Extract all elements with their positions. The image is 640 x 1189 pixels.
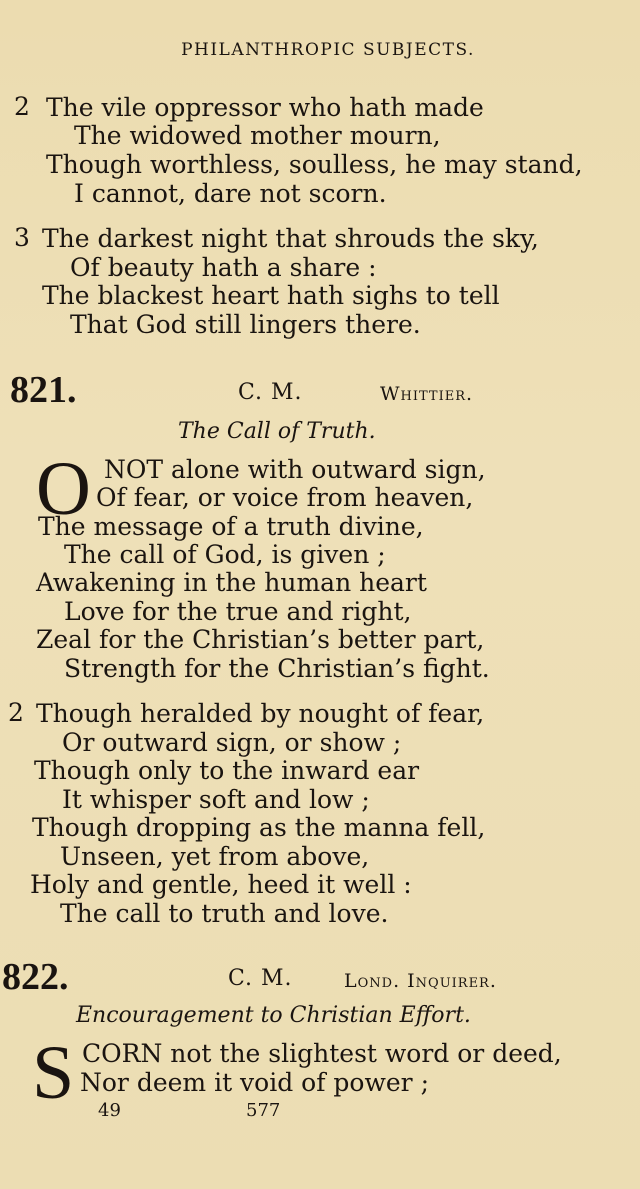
verse-number: 2: [14, 92, 30, 121]
hymn-author: Whittier.: [380, 383, 474, 405]
hymn-meter: C. M.: [238, 380, 303, 405]
verse-line: The blackest heart hath sighs to tell: [42, 281, 500, 310]
verse-line: Unseen, yet from above,: [60, 842, 370, 871]
verse-line: The darkest night that shrouds the sky,: [42, 224, 539, 253]
signature-mark: 49: [98, 1100, 121, 1121]
running-head: PHILANTHROPIC SUBJECTS.: [181, 40, 475, 60]
verse-line: Holy and gentle, heed it well :: [30, 870, 412, 899]
hymn-meter: C. M.: [228, 966, 293, 991]
drop-cap: O: [36, 447, 91, 531]
verse-line: That God still lingers there.: [70, 310, 421, 339]
verse-line: The vile oppressor who hath made: [46, 93, 484, 122]
hymn-author: Lond. Inquirer.: [344, 970, 497, 992]
verse-line: Of beauty hath a share :: [70, 253, 377, 282]
hymn-title: The Call of Truth.: [178, 419, 376, 444]
hymn-number: 821.: [10, 369, 77, 411]
verse-line: It whisper soft and low ;: [62, 785, 370, 814]
verse-line: NOT alone with outward sign,: [104, 455, 486, 484]
verse-line: The call to truth and love.: [60, 899, 389, 928]
verse-line: CORN not the slightest word or deed,: [82, 1039, 562, 1068]
verse-line: The call of God, is given ;: [64, 540, 386, 569]
verse-line: Nor deem it void of power ;: [80, 1068, 429, 1097]
verse-line: Though dropping as the manna fell,: [32, 813, 486, 842]
verse-line: The message of a truth divine,: [38, 512, 424, 541]
verse-line: The widowed mother mourn,: [74, 121, 441, 150]
verse-line: Though only to the inward ear: [34, 756, 420, 785]
drop-cap: S: [32, 1031, 75, 1115]
page-number: 577: [246, 1100, 281, 1121]
verse-line: Zeal for the Christian’s better part,: [36, 625, 485, 654]
verse-line: Strength for the Christian’s fight.: [64, 654, 490, 683]
hymn-number: 822.: [2, 956, 69, 998]
verse-line: Of fear, or voice from heaven,: [96, 483, 474, 512]
hymn-title: Encouragement to Christian Effort.: [76, 1003, 471, 1028]
verse-number: 3: [14, 223, 30, 252]
verse-line: Awakening in the human heart: [36, 568, 427, 597]
verse-line: I cannot, dare not scorn.: [74, 179, 387, 208]
verse-line: Or outward sign, or show ;: [62, 728, 402, 757]
verse-line: Though worthless, soulless, he may stand,: [46, 150, 583, 179]
verse-line: Love for the true and right,: [64, 597, 412, 626]
verse-line: Though heralded by nought of fear,: [36, 699, 485, 728]
verse-number: 2: [8, 698, 24, 727]
